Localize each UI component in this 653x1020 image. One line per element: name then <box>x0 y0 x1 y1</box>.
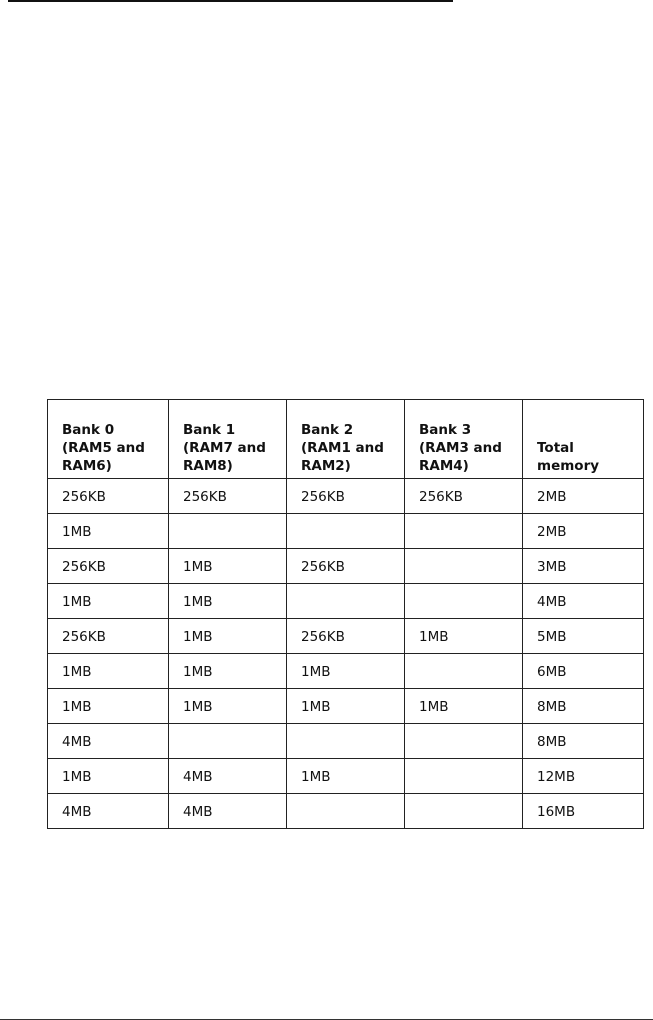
header-line: Bank 3 <box>419 422 472 438</box>
table-cell: 1MB <box>169 689 287 724</box>
header-line: (RAM1 and <box>301 440 384 456</box>
table-cell: 5MB <box>523 619 644 654</box>
table-cell: 1MB <box>169 619 287 654</box>
table-row <box>48 654 644 689</box>
table-row <box>48 584 644 619</box>
header-bank-0 <box>48 400 169 479</box>
table-cell: 256KB <box>287 549 405 584</box>
top-rule <box>8 0 453 2</box>
table-cell: 2MB <box>523 479 644 514</box>
table-body <box>48 479 644 829</box>
table-row <box>48 619 644 654</box>
table-cell <box>405 759 523 794</box>
header-bank-2 <box>287 400 405 479</box>
header-line: RAM6) <box>62 458 112 474</box>
table-cell: 1MB <box>405 689 523 724</box>
table-cell <box>287 794 405 829</box>
header-bank-3 <box>405 400 523 479</box>
header-line: (RAM7 and <box>183 440 266 456</box>
table-row <box>48 549 644 584</box>
table-cell <box>169 514 287 549</box>
table-cell: 1MB <box>169 654 287 689</box>
table-cell: 256KB <box>48 549 169 584</box>
table-cell: 256KB <box>287 619 405 654</box>
table-cell: 4MB <box>48 724 169 759</box>
header-line: RAM2) <box>301 458 351 474</box>
header-line: Bank 1 <box>183 422 236 438</box>
table-cell: 16MB <box>523 794 644 829</box>
table-cell: 256KB <box>169 479 287 514</box>
table-cell: 1MB <box>405 619 523 654</box>
table-row <box>48 794 644 829</box>
header-line: Total <box>537 440 574 456</box>
table-row <box>48 514 644 549</box>
table-cell: 8MB <box>523 689 644 724</box>
table-row <box>48 689 644 724</box>
table-cell: 4MB <box>169 759 287 794</box>
table-cell: 1MB <box>48 584 169 619</box>
header-line: Bank 2 <box>301 422 354 438</box>
header-line: memory <box>537 458 600 474</box>
table-cell <box>405 584 523 619</box>
table-cell: 4MB <box>48 794 169 829</box>
header-line: RAM8) <box>183 458 233 474</box>
table-cell <box>405 794 523 829</box>
table-cell: 8MB <box>523 724 644 759</box>
table-cell: 256KB <box>48 479 169 514</box>
table-cell: 4MB <box>169 794 287 829</box>
header-bank-1 <box>169 400 287 479</box>
table-cell <box>287 514 405 549</box>
table-cell: 1MB <box>48 654 169 689</box>
header-line: (RAM3 and <box>419 440 502 456</box>
table-cell: 1MB <box>169 549 287 584</box>
table-header-row <box>48 400 644 479</box>
table-cell <box>405 654 523 689</box>
table-cell <box>405 514 523 549</box>
table-row <box>48 759 644 794</box>
table-cell: 6MB <box>523 654 644 689</box>
table-cell: 2MB <box>523 514 644 549</box>
table-cell <box>169 724 287 759</box>
header-total-memory <box>523 400 644 479</box>
memory-configuration-table <box>47 399 644 829</box>
table-cell <box>405 549 523 584</box>
table-cell <box>405 724 523 759</box>
table-row <box>48 724 644 759</box>
table-cell: 1MB <box>287 689 405 724</box>
table-cell: 256KB <box>48 619 169 654</box>
header-line: (RAM5 and <box>62 440 145 456</box>
table-cell: 1MB <box>48 689 169 724</box>
header-line: Bank 0 <box>62 422 115 438</box>
table-cell: 1MB <box>48 514 169 549</box>
table-cell: 1MB <box>287 759 405 794</box>
table-cell: 1MB <box>48 759 169 794</box>
table-cell: 4MB <box>523 584 644 619</box>
table-cell: 256KB <box>405 479 523 514</box>
table-cell: 256KB <box>287 479 405 514</box>
table-cell: 3MB <box>523 549 644 584</box>
header-line: RAM4) <box>419 458 469 474</box>
table-cell <box>287 724 405 759</box>
table-cell <box>287 584 405 619</box>
table-row <box>48 479 644 514</box>
table-cell: 12MB <box>523 759 644 794</box>
table-cell: 1MB <box>169 584 287 619</box>
table-cell: 1MB <box>287 654 405 689</box>
